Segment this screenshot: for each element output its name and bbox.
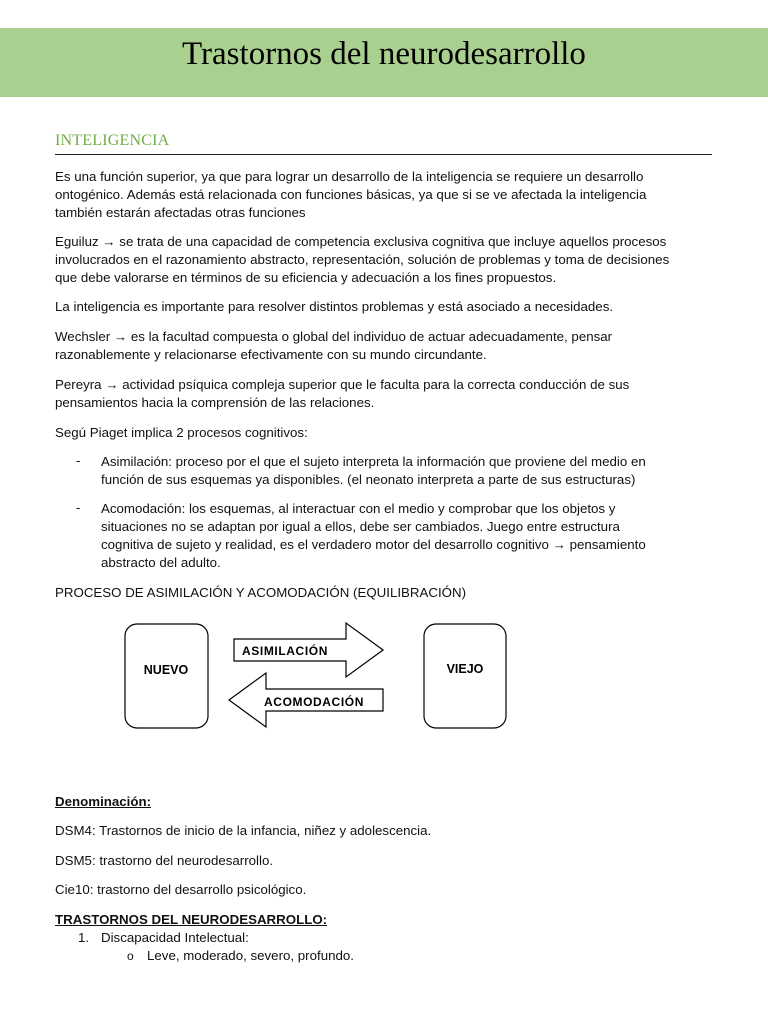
trastornos-heading: TRASTORNOS DEL NEURODESARROLLO: bbox=[55, 912, 328, 927]
denominacion-heading: Denominación: bbox=[55, 794, 152, 809]
paragraph-line: involucrados en el razonamiento abstracto, representación, solución de problemas y toma de decisiones bbox=[55, 252, 670, 267]
acomodacion-label: ACOMODACIÓN bbox=[264, 695, 364, 709]
bullet-line: función de sus esquemas ya disponibles. (el neonato interpreta a parte de sus estructuras) bbox=[101, 472, 636, 487]
list-number: 1. bbox=[78, 930, 90, 945]
process-heading: PROCESO DE ASIMILACIÓN Y ACOMODACIÓN (EQUILIBRACIÓN) bbox=[55, 585, 467, 600]
bullet-line: Acomodación: los esquemas, al interactuar con el medio y comprobar que los objetos y bbox=[101, 501, 616, 516]
paragraph-line: Segú Piaget implica 2 procesos cognitivos: bbox=[55, 425, 308, 440]
paragraph-line: razonablemente y relacionarse efectivamente con su mundo circundante. bbox=[55, 347, 487, 362]
paragraph-line: Wechsler → es la facultad compuesta o global del individuo de actuar adecuadamente, pensar bbox=[55, 329, 613, 344]
bullet-line: situaciones no se adaptan por igual a ellos, debe ser cambiados. Juego entre estructura bbox=[101, 519, 620, 534]
denominacion-cie10: Cie10: trastorno del desarrollo psicológico. bbox=[55, 882, 307, 897]
paragraph-line: también estarán afectadas otras funciones bbox=[55, 205, 306, 220]
paragraph-line: Pereyra → actividad psíquica compleja superior que le faculta para la correcta conducción de sus bbox=[55, 377, 630, 392]
paragraph-line: pensamientos hacia la comprensión de las relaciones. bbox=[55, 395, 375, 410]
bullet-line: cognitiva de sujeto y realidad, es el verdadero motor del desarrollo cognitivo → pensamiento bbox=[101, 537, 646, 552]
paragraph-line: que debe valorarse en términos de su eficiencia y adecuación a los fines propuestos. bbox=[55, 270, 557, 285]
paragraph-line: ontogénico. Además está relacionada con funciones básicas, ya que si se ve afectada la inteligencia bbox=[55, 187, 647, 202]
bullet-marker: - bbox=[76, 500, 81, 515]
paragraph-line: La inteligencia es importante para resolver distintos problemas y está asociado a necesidades. bbox=[55, 299, 614, 314]
paragraph-line: Es una función superior, ya que para lograr un desarrollo de la inteligencia se requiere un desarrollo bbox=[55, 169, 644, 184]
bullet-marker: - bbox=[76, 453, 81, 468]
paragraph-line: Eguiluz → se trata de una capacidad de competencia exclusiva cognitiva que incluye aquellos procesos bbox=[55, 234, 667, 249]
bullet-line: abstracto del adulto. bbox=[101, 555, 221, 570]
asimilacion-label: ASIMILACIÓN bbox=[242, 644, 328, 658]
bullet-line: Asimilación: proceso por el que el sujeto interpreta la información que proviene del medio en bbox=[101, 454, 646, 469]
viejo-label: VIEJO bbox=[446, 662, 484, 676]
denominacion-dsm4: DSM4: Trastornos de inicio de la infancia, niñez y adolescencia. bbox=[55, 823, 432, 838]
sublist-marker: o bbox=[127, 949, 134, 963]
denominacion-dsm5: DSM5: trastorno del neurodesarrollo. bbox=[55, 853, 274, 868]
section-heading-inteligencia: INTELIGENCIA bbox=[55, 132, 712, 155]
list-item: Discapacidad Intelectual: bbox=[101, 930, 249, 945]
sublist-item: Leve, moderado, severo, profundo. bbox=[147, 948, 354, 963]
title-banner bbox=[0, 28, 768, 97]
page-title: Trastornos del neurodesarrollo bbox=[182, 36, 586, 72]
equilibration-diagram bbox=[120, 620, 520, 740]
nuevo-label: NUEVO bbox=[143, 663, 189, 677]
viejo-box bbox=[424, 624, 506, 728]
